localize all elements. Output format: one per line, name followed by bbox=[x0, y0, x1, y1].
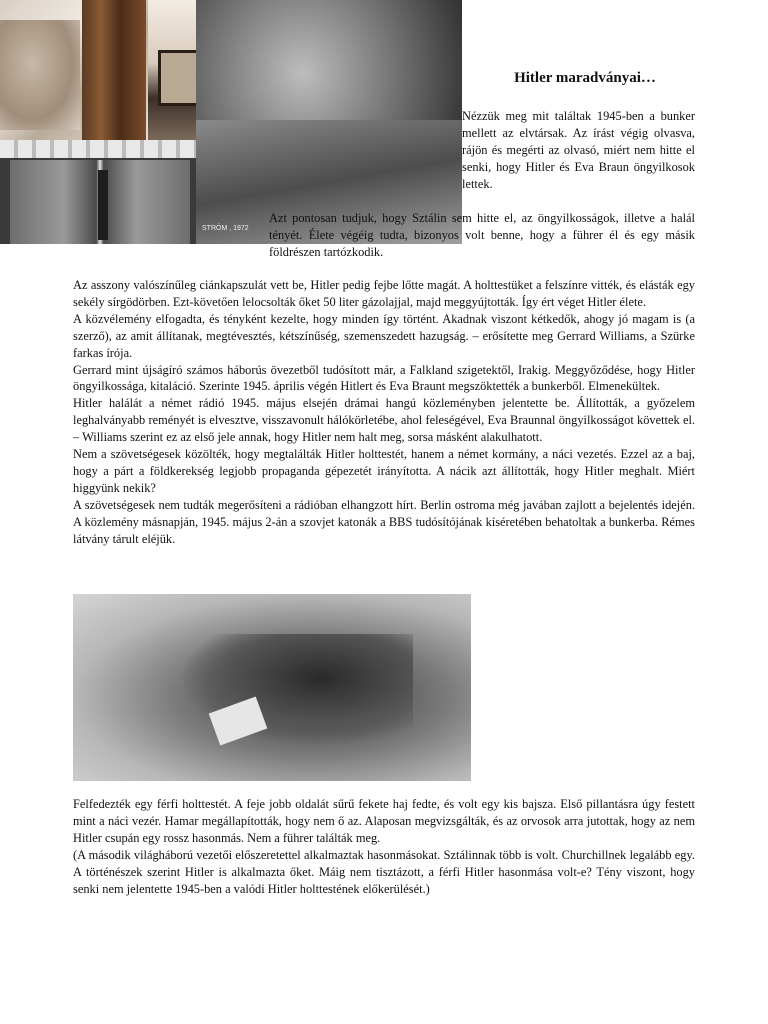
paragraph-2-container bbox=[73, 210, 695, 261]
collage-photo-clothing bbox=[0, 0, 148, 140]
paragraph-10: (A második világháború vezetői előszeretettel alkalmaztak hasonmásokat. Sztálinnak több is volt. Churchillnek legalább egy. A történészek szerint Hitler is alkalmazta őket. Máig nem tisztázott, a férfi Hitler hasonmása volt-e? Tény viszont, hogy senki nem jelentette 1945-ben a valódi Hitler holttestének előkerülését.) bbox=[73, 847, 695, 896]
paragraph-1: Nézzük meg mit találtak 1945-ben a bunker mellett az elvtársak. Az írást végig olvasva, rájön és megérti az olvasó, miért nem hitte el senki, hogy Hitler és Eva Braun öngyilkosok lettek. bbox=[462, 109, 695, 191]
paragraph-3: Az asszony valószínűleg ciánkapszulát vett be, Hitler pedig fejbe lőtte magát. A holttestüket a felszínre vitték, és elásták egy sekély sírgödörben. Ezt-követően lelocsolták őket 50 liter gázolajjal, majd meggyújtották. Így ért véget Hitler élete. bbox=[73, 278, 695, 309]
body-photo bbox=[73, 594, 471, 781]
paragraph-9: Felfedezték egy férfi holttestét. A feje jobb oldalát sűrű fekete haj fedte, és volt egy kis bajsza. Első pillantásra úgy festett mint a náci vezér. Hamar megállapították, hogy nem ő az. Alaposan megvizsgálták, és az orvosok arra jutottak, hogy az nem Hitler csupán egy rossz hasonmás. Nem a führer találták meg. bbox=[73, 797, 695, 845]
main-text bbox=[73, 277, 695, 548]
paragraph-8: A szövetségesek nem tudták megerősíteni a rádióban elhangzott hírt. Berlin ostroma még javában zajlott a bejelentés idején. A közlemény másnapján, 1945. május 2-án a szovjet katonák a BBS tudósítójának kíséretében behatoltak a bunkerba. Rémes látvány tárult eléjük. bbox=[73, 497, 695, 546]
paragraph-6: Hitler halálát a német rádió 1945. május elsején drámai hangú közleményben jelentette be. Állították, a győzelem leghalványabb reményét is elvesztve, visszavonult hálókörletébe, ahol feleségével, Eva Braunnal öngyilkosságot követtek el. – Williams szerint ez az első jele annak, hogy Hitler nem halt meg, sorsa másként alakulhatott. bbox=[73, 396, 695, 445]
collage-photo-ground bbox=[196, 0, 462, 244]
closing-text bbox=[73, 796, 695, 897]
paragraph-2: Azt pontosan tudjuk, hogy Sztálin sem hitte el, az öngyilkosságok, illetve a halál tényét. Élete végéig tudta, bizonyos volt benne, hogy a führer él és egy másik földrészen tartózkodik. bbox=[269, 211, 695, 259]
paragraph-7: Nem a szövetségesek közölték, hogy megtalálták Hitler holttestét, hanem a német kormány, a náci vezetés. Ezzel az a baj, hogy a párt a földkerekség legjobb propaganda gépezetét irányította. A nácik azt állították, hogy Hitler meghalt. Miért higgyünk nekik? bbox=[73, 447, 695, 495]
paragraph-5: Gerrard mint újságíró számos háborús övezetből tudósított már, a Falkland szigetektől, Irakig. Meggyőződése, hogy Hitler öngyilkossága, kitaláció. Szerinte 1945. április végén Hitlert és Eva Braunt megszöktették a bunkerből. Elmenekültek. bbox=[73, 362, 695, 394]
paragraph-4: A közvélemény elfogadta, és tényként kezelte, hogy minden így történt. Akadnak viszont kétkedők, ahogy jó magam is (a szerző), az amit állítanak, megtévesztés, kétszínűség, szemenszedett hazugság. – erősítette meg Gerrard Williams, a Szürke farkas írója. bbox=[73, 311, 695, 360]
wooden-plank-image bbox=[82, 0, 146, 140]
cloth-image bbox=[0, 20, 80, 130]
article-title: Hitler maradványai… bbox=[514, 70, 656, 86]
image-wrap-gap bbox=[73, 210, 269, 244]
newspaper-strip bbox=[0, 140, 196, 158]
photo-caption: STRÖM , 1972 bbox=[202, 225, 249, 232]
